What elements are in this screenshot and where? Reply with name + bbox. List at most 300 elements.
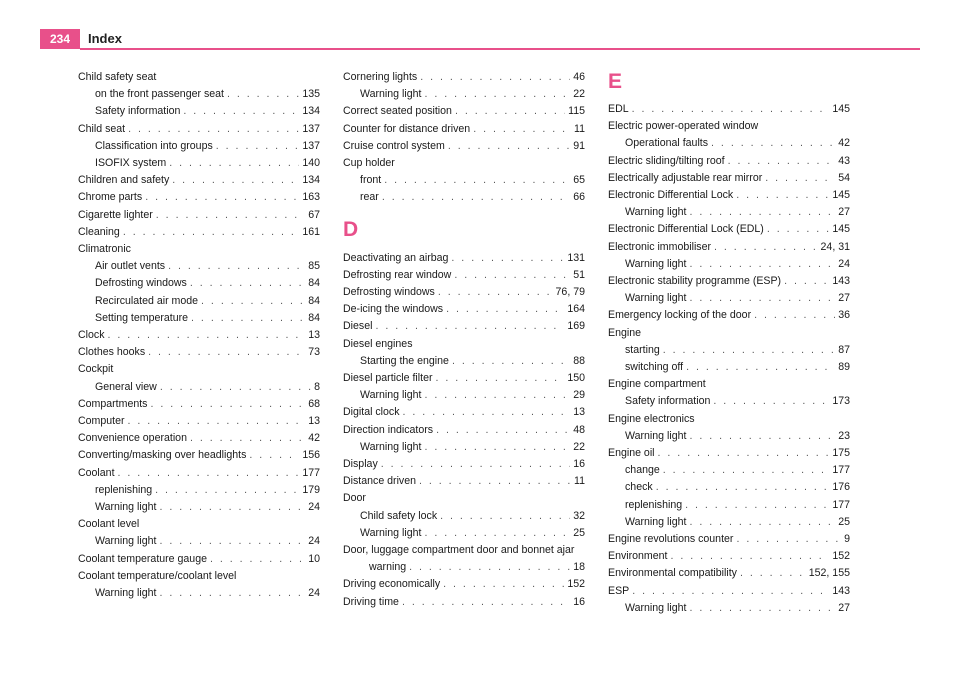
- index-term: Engine electronics: [608, 412, 695, 425]
- index-entry: [608, 204, 850, 221]
- dot-leader: [420, 69, 570, 86]
- index-term: Cornering lights: [343, 71, 418, 83]
- dot-leader: [216, 138, 300, 155]
- dot-leader: [145, 189, 299, 206]
- index-term: Warning light: [360, 389, 422, 402]
- page-reference: 173: [832, 395, 850, 408]
- page-reference: 177: [832, 464, 850, 477]
- index-term: Warning light: [625, 429, 687, 442]
- dot-leader: [159, 499, 305, 516]
- header-rule: [80, 48, 920, 50]
- index-term: Engine oil: [608, 447, 655, 460]
- dot-leader: [159, 533, 305, 550]
- index-term: check: [625, 481, 653, 494]
- index-column-1: [78, 69, 320, 602]
- index-entry: [78, 396, 320, 413]
- dot-leader: [689, 204, 835, 221]
- dot-leader: [190, 275, 305, 292]
- index-term: Coolant temperature gauge: [78, 552, 207, 565]
- index-entry: [78, 103, 320, 120]
- page-reference: 42: [308, 432, 320, 445]
- dot-leader: [736, 531, 841, 548]
- index-entry: [78, 293, 320, 310]
- index-entry: [343, 155, 585, 172]
- index-entry: [608, 307, 850, 324]
- page-reference: 76, 79: [555, 286, 585, 299]
- dot-leader: [424, 86, 570, 103]
- page-reference: 16: [573, 595, 585, 608]
- index-term: Defrosting rear window: [343, 268, 452, 281]
- page-reference: 164: [567, 303, 585, 316]
- index-term: Counter for distance driven: [343, 122, 471, 135]
- index-term: Warning light: [360, 88, 422, 101]
- page-reference: 88: [573, 354, 585, 367]
- page-reference: 25: [573, 526, 585, 539]
- page-reference: 48: [573, 423, 585, 436]
- dot-leader: [108, 327, 306, 344]
- index-entry: [78, 465, 320, 482]
- section-letter: D: [343, 217, 359, 241]
- dot-leader: [713, 393, 829, 410]
- index-term: Engine revolutions counter: [608, 533, 734, 546]
- index-term: Chrome parts: [78, 191, 143, 204]
- dot-leader: [663, 462, 830, 479]
- page-reference: 152: [567, 578, 585, 591]
- index-term: Driving time: [343, 595, 399, 608]
- dot-leader: [210, 551, 305, 568]
- dot-leader: [689, 428, 835, 445]
- dot-leader: [159, 585, 305, 602]
- index-term: Door, luggage compartment door and bonnet ajar: [343, 544, 575, 557]
- page-reference: 169: [567, 320, 585, 333]
- index-term: Digital clock: [343, 406, 400, 419]
- dot-leader: [438, 284, 553, 301]
- index-entry: [608, 170, 850, 187]
- dot-leader: [382, 189, 570, 206]
- dot-leader: [767, 221, 829, 238]
- dot-leader: [156, 207, 305, 224]
- page-reference: 11: [574, 122, 585, 135]
- index-entry: [78, 310, 320, 327]
- index-term: Clock: [78, 329, 105, 342]
- page-reference: 89: [838, 361, 850, 374]
- index-term: Cruise control system: [343, 139, 445, 152]
- index-entry: [78, 172, 320, 189]
- page-reference: 9: [844, 533, 850, 546]
- dot-leader: [728, 153, 836, 170]
- index-entry: [78, 430, 320, 447]
- dot-leader: [658, 445, 830, 462]
- index-entry: [343, 172, 585, 189]
- index-term: Warning light: [95, 501, 157, 514]
- index-entry: [608, 342, 850, 359]
- index-entry: [608, 376, 850, 393]
- index-term: Classification into groups: [95, 139, 213, 152]
- index-column-2: [343, 69, 585, 611]
- dot-leader: [424, 439, 570, 456]
- page-reference: 140: [302, 157, 320, 170]
- index-entry: [608, 153, 850, 170]
- index-term: Safety information: [625, 395, 711, 408]
- dot-leader: [191, 310, 305, 327]
- dot-leader: [446, 301, 564, 318]
- index-term: Electric power-operated window: [608, 120, 759, 133]
- page-reference: 54: [838, 171, 850, 184]
- index-entry: [78, 361, 320, 378]
- dot-leader: [168, 258, 305, 275]
- page-number-badge: 234: [40, 29, 80, 49]
- page-reference: 23: [838, 429, 850, 442]
- index-entry: [78, 275, 320, 292]
- dot-leader: [128, 413, 306, 430]
- index-term: Warning light: [625, 515, 687, 528]
- page-reference: 161: [302, 225, 320, 238]
- index-entry: [343, 422, 585, 439]
- page-reference: 145: [832, 189, 850, 202]
- index-entry: [608, 239, 850, 256]
- index-term: Electronic stability programme (ESP): [608, 275, 782, 288]
- page-reference: 27: [838, 206, 850, 219]
- index-entry: [343, 559, 585, 576]
- dot-leader: [670, 548, 829, 565]
- index-entry: [343, 284, 585, 301]
- page-reference: 134: [302, 174, 320, 187]
- page-reference: 13: [308, 329, 320, 342]
- index-term: Starting the engine: [360, 354, 449, 367]
- page-header: [40, 29, 920, 49]
- index-term: Emergency locking of the door: [608, 309, 752, 322]
- page-reference: 25: [838, 515, 850, 528]
- page-reference: 156: [302, 449, 320, 462]
- index-term: front: [360, 174, 382, 187]
- dot-leader: [689, 290, 835, 307]
- index-entry: [608, 135, 850, 152]
- dot-leader: [118, 465, 300, 482]
- page-reference: 131: [567, 251, 585, 264]
- dot-leader: [384, 172, 570, 189]
- index-term: Display: [343, 458, 378, 471]
- dot-leader: [148, 344, 305, 361]
- page-reference: 152, 155: [808, 567, 850, 580]
- index-entry: [78, 69, 320, 86]
- index-entry: [343, 301, 585, 318]
- index-term: Door: [343, 492, 366, 505]
- index-entry: [608, 411, 850, 428]
- dot-leader: [375, 318, 564, 335]
- index-term: Driving economically: [343, 578, 441, 591]
- page-reference: 10: [308, 552, 320, 565]
- index-term: Warning light: [95, 535, 157, 548]
- page-reference: 84: [308, 311, 320, 324]
- index-term: Warning light: [360, 440, 422, 453]
- index-entry: [608, 325, 850, 342]
- index-term: Compartments: [78, 397, 148, 410]
- dot-leader: [123, 224, 299, 241]
- page-reference: 13: [573, 406, 585, 419]
- index-entry: [608, 479, 850, 496]
- dot-leader: [443, 576, 564, 593]
- index-term: on the front passenger seat: [95, 88, 224, 101]
- page-reference: 22: [573, 440, 585, 453]
- index-entry: [608, 118, 850, 135]
- index-term: Child safety seat: [78, 71, 157, 83]
- page-reference: 8: [314, 380, 320, 393]
- index-entry: [343, 404, 585, 421]
- page-reference: 11: [574, 475, 585, 488]
- page-reference: 68: [308, 397, 320, 410]
- index-term: Warning light: [625, 257, 687, 270]
- index-entry: [608, 514, 850, 531]
- index-entry: [78, 379, 320, 396]
- dot-leader: [381, 456, 570, 473]
- page-reference: 177: [832, 498, 850, 511]
- dot-leader: [183, 103, 299, 120]
- index-entry: [608, 393, 850, 410]
- index-entry: [343, 594, 585, 611]
- index-entry: [78, 207, 320, 224]
- index-term: Coolant level: [78, 518, 140, 531]
- dot-leader: [249, 447, 299, 464]
- dot-leader: [685, 497, 829, 514]
- dot-leader: [227, 86, 299, 103]
- dot-leader: [424, 525, 570, 542]
- page-reference: 18: [573, 561, 585, 574]
- dot-leader: [160, 379, 311, 396]
- index-entry: [608, 548, 850, 565]
- index-term: switching off: [625, 361, 684, 374]
- index-entry: [78, 413, 320, 430]
- dot-leader: [754, 307, 835, 324]
- page-reference: 137: [302, 122, 320, 135]
- dot-leader: [736, 187, 829, 204]
- page-reference: 13: [308, 415, 320, 428]
- index-entry: [78, 189, 320, 206]
- index-entry: [78, 551, 320, 568]
- index-term: General view: [95, 380, 157, 393]
- index-entry: [608, 221, 850, 238]
- index-term: starting: [625, 343, 660, 356]
- dot-leader: [440, 508, 570, 525]
- page-reference: 46: [573, 71, 585, 83]
- page-reference: 175: [832, 447, 850, 460]
- dot-leader: [714, 239, 818, 256]
- page-reference: 84: [308, 277, 320, 290]
- page-reference: 66: [573, 191, 585, 204]
- index-term: De-icing the windows: [343, 303, 444, 316]
- index-term: Warning light: [625, 206, 687, 219]
- index-term: Climatronic: [78, 243, 131, 256]
- index-entry: [343, 370, 585, 387]
- index-term: Electric sliding/tilting roof: [608, 154, 725, 167]
- dot-leader: [689, 600, 835, 617]
- index-entry: [343, 456, 585, 473]
- dot-leader: [473, 121, 571, 138]
- index-term: replenishing: [625, 498, 683, 511]
- dot-leader: [190, 430, 305, 447]
- index-entry: [608, 497, 850, 514]
- index-term: Diesel engines: [343, 337, 413, 350]
- index-entry: [608, 462, 850, 479]
- page-reference: 51: [573, 268, 585, 281]
- dot-leader: [448, 138, 570, 155]
- index-term: Clothes hooks: [78, 346, 146, 359]
- page-reference: 87: [838, 343, 850, 356]
- dot-leader: [155, 482, 299, 499]
- page-reference: 16: [573, 458, 585, 471]
- index-term: warning: [369, 561, 407, 574]
- page-reference: 150: [567, 372, 585, 385]
- page-reference: 24, 31: [820, 240, 850, 253]
- page-reference: 24: [838, 257, 850, 270]
- page-reference: 36: [838, 309, 850, 322]
- index-term: Electrically adjustable rear mirror: [608, 171, 763, 184]
- index-term: Warning light: [360, 526, 422, 539]
- index-term: ESP: [608, 584, 630, 597]
- dot-leader: [765, 170, 835, 187]
- index-entry: [343, 189, 585, 206]
- index-entry: [78, 568, 320, 585]
- dot-leader: [452, 353, 570, 370]
- dot-leader: [663, 342, 835, 359]
- index-entry: [78, 447, 320, 464]
- index-entry: [343, 576, 585, 593]
- index-term: Coolant: [78, 466, 115, 479]
- dot-leader: [169, 155, 299, 172]
- index-term: Environment: [608, 550, 668, 563]
- index-entry: [78, 344, 320, 361]
- index-entry: [343, 86, 585, 103]
- section-letter: E: [608, 70, 623, 93]
- index-term: Convenience operation: [78, 432, 187, 445]
- page-reference: 134: [302, 105, 320, 118]
- index-entry: [78, 155, 320, 172]
- page-title: Index: [88, 31, 122, 46]
- page-reference: 84: [308, 294, 320, 307]
- index-entry: [78, 533, 320, 550]
- page-reference: 179: [302, 483, 320, 496]
- index-entry: [608, 187, 850, 204]
- index-entry: [343, 318, 585, 335]
- index-entry: [78, 121, 320, 138]
- index-entry: [343, 336, 585, 353]
- index-entry: [608, 428, 850, 445]
- page-reference: 177: [302, 466, 320, 479]
- dot-leader: [172, 172, 299, 189]
- index-entry: [343, 138, 585, 155]
- index-term: rear: [360, 191, 379, 204]
- index-term: Direction indicators: [343, 423, 434, 436]
- dot-leader: [424, 387, 570, 404]
- index-entry: [78, 138, 320, 155]
- index-term: Safety information: [95, 105, 181, 118]
- page-reference: 32: [573, 509, 585, 522]
- page-reference: 137: [302, 139, 320, 152]
- dot-leader: [150, 396, 305, 413]
- index-entry: [343, 439, 585, 456]
- page-reference: 145: [832, 103, 850, 115]
- index-entry: [608, 531, 850, 548]
- index-term: Recirculated air mode: [95, 294, 199, 307]
- index-term: change: [625, 464, 660, 477]
- index-term: replenishing: [95, 483, 153, 496]
- index-entry: [608, 273, 850, 290]
- index-entry: [78, 482, 320, 499]
- index-term: Child seat: [78, 122, 126, 135]
- index-entry: [343, 525, 585, 542]
- dot-leader: [632, 101, 830, 118]
- index-term: Environmental compatibility: [608, 567, 737, 580]
- page-reference: 91: [573, 139, 585, 152]
- index-term: Child safety lock: [360, 509, 438, 522]
- dot-leader: [656, 479, 830, 496]
- index-term: EDL: [608, 103, 629, 115]
- page-reference: 24: [308, 501, 320, 514]
- index-term: Diesel particle filter: [343, 372, 433, 385]
- page-reference: 42: [838, 137, 850, 150]
- index-entry: [78, 585, 320, 602]
- index-entry: [608, 565, 850, 582]
- index-entry: [608, 359, 850, 376]
- page-reference: 43: [838, 154, 850, 167]
- index-column-3: [608, 69, 850, 617]
- dot-leader: [409, 559, 570, 576]
- dot-leader: [689, 514, 835, 531]
- index-term: Distance driven: [343, 475, 417, 488]
- index-entry: [343, 490, 585, 507]
- index-term: Converting/masking over headlights: [78, 449, 247, 462]
- dot-leader: [454, 267, 570, 284]
- index-term: Warning light: [95, 587, 157, 600]
- page-reference: 65: [573, 174, 585, 187]
- page-reference: 152: [832, 550, 850, 563]
- index-entry: [78, 86, 320, 103]
- page-reference: 163: [302, 191, 320, 204]
- index-entry: [78, 258, 320, 275]
- index-term: Operational faults: [625, 137, 709, 150]
- index-entry: [343, 250, 585, 267]
- page-reference: 145: [832, 223, 850, 236]
- dot-leader: [201, 293, 305, 310]
- dot-leader: [632, 583, 829, 600]
- index-entry: [343, 542, 585, 559]
- index-entry: [78, 241, 320, 258]
- index-term: Electronic Differential Lock: [608, 189, 734, 202]
- index-entry: [343, 121, 585, 138]
- index-entry: [343, 69, 585, 86]
- index-term: Correct seated position: [343, 105, 452, 118]
- index-term: Warning light: [625, 601, 687, 614]
- page-reference: 143: [832, 275, 850, 288]
- index-entry: [78, 499, 320, 516]
- index-term: Diesel: [343, 320, 373, 333]
- index-entry: [608, 256, 850, 273]
- index-entry: [343, 267, 585, 284]
- index-entry: [78, 516, 320, 533]
- page-reference: 27: [838, 292, 850, 305]
- page-reference: 143: [832, 584, 850, 597]
- dot-leader: [128, 121, 299, 138]
- page-reference: 27: [838, 601, 850, 614]
- index-entry: [608, 290, 850, 307]
- index-entry: [608, 445, 850, 462]
- page-reference: 135: [302, 88, 320, 101]
- dot-leader: [686, 359, 835, 376]
- page-reference: 73: [308, 346, 320, 359]
- page-reference: 29: [573, 389, 585, 402]
- index-term: Electronic Differential Lock (EDL): [608, 223, 764, 236]
- index-term: Deactivating an airbag: [343, 251, 449, 264]
- page-reference: 67: [308, 208, 320, 221]
